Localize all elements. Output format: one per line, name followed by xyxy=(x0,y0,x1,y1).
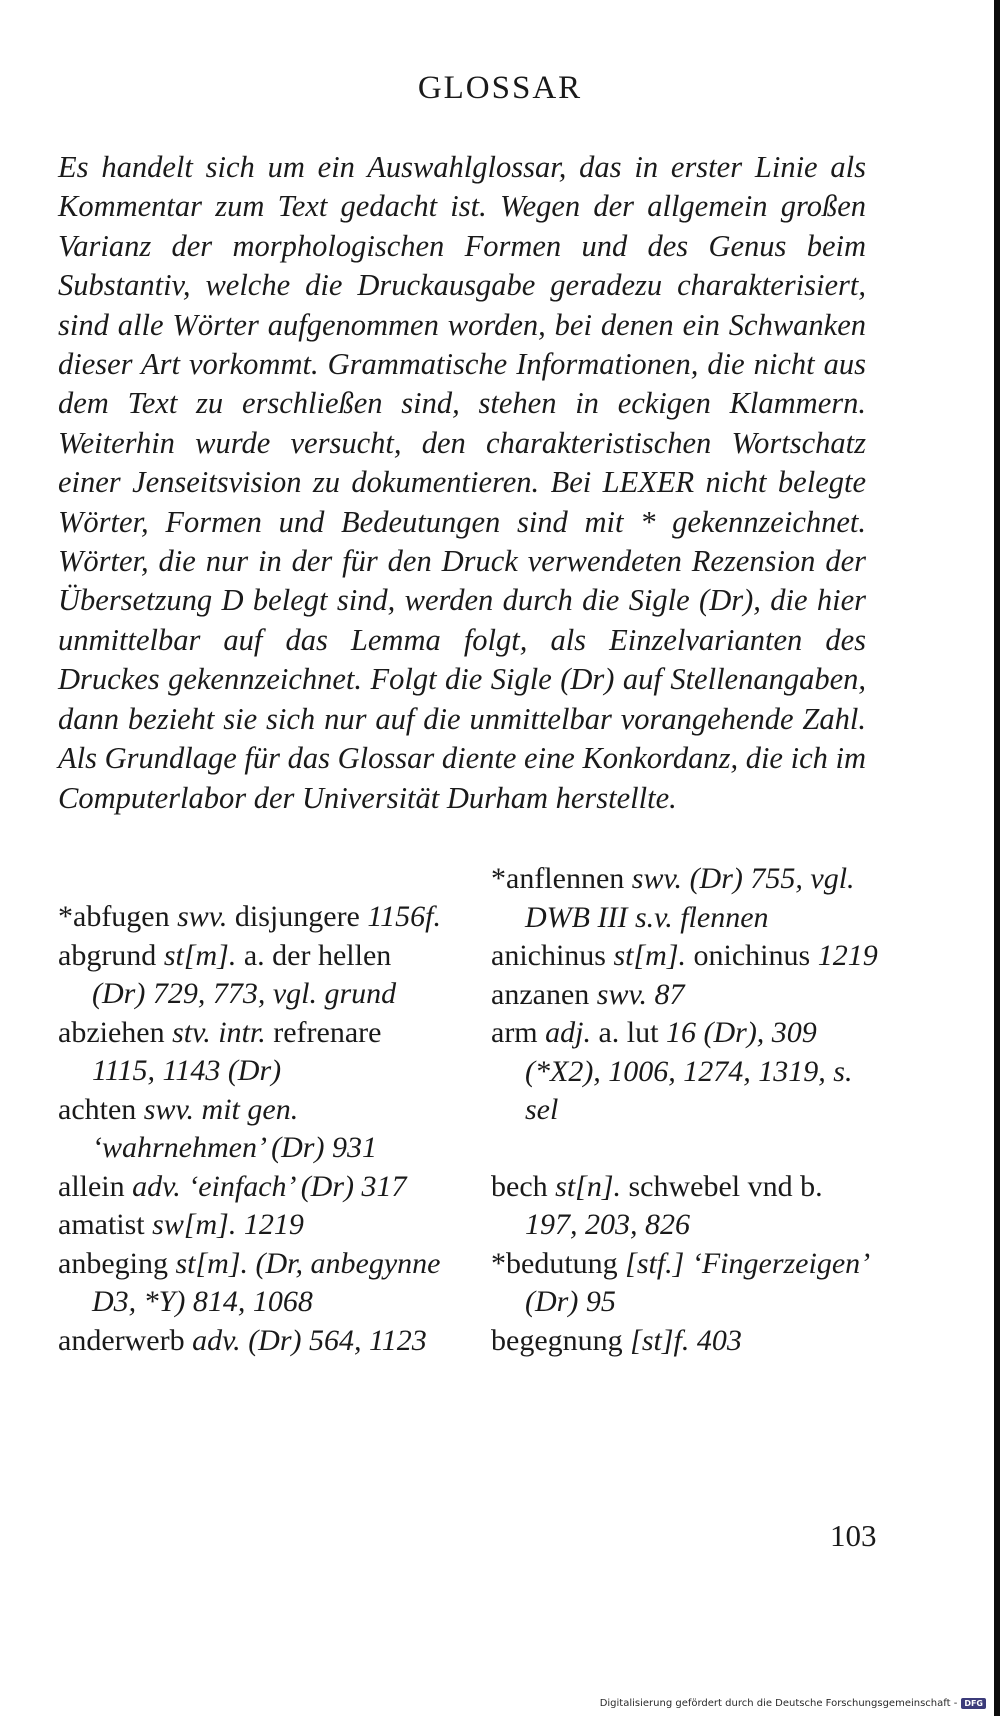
glossary-entry: allein adv. ‘einfach’ (Dr) 317 xyxy=(58,1169,407,1203)
page-title: GLOSSAR xyxy=(417,70,583,106)
glossary-entry: *abfugen swv. disjungere 1156f. xyxy=(58,900,441,933)
letter-section-gap xyxy=(491,1130,881,1168)
glossary-entry: abgrund st[m]. a. der hellen (Dr) 729, 773, vgl. grund xyxy=(58,938,397,1010)
page-number: 103 xyxy=(830,1518,877,1553)
glossary-entry: anichinus st[m]. onichinus 1219 xyxy=(491,939,878,972)
dfg-logo-icon: DFG xyxy=(961,1698,986,1709)
glossary-entry: bech st[n]. schwebel vnd b. 197, 203, 826 xyxy=(491,1169,823,1241)
glossary-entry: amatist sw[m]. 1219 xyxy=(58,1208,304,1241)
glossary-column-left xyxy=(58,898,448,1360)
glossary-entry: *bedutung [stf.] ‘Fingerzeigen’ (Dr) 95 xyxy=(491,1246,867,1318)
footer-text: Digitalisierung gefördert durch die Deutsche Forschungsgemeinschaft - xyxy=(599,1698,958,1709)
glossary-entry: anbeging st[m]. (Dr, anbegynne D3, *Y) 814, 1068 xyxy=(58,1246,441,1318)
glossary-entry: *anflennen swv. (Dr) 755, vgl. DWB III s.v. flennen xyxy=(491,862,855,934)
glossary-entry: arm adj. a. lut 16 (Dr), 309 (*X2), 1006, 1274, 1319, s. sel xyxy=(491,1016,853,1126)
glossary-column-right xyxy=(491,860,881,1360)
page-edge-shadow xyxy=(994,0,1000,1716)
glossary-entry: achten swv. mit gen. ‘wahrnehmen’ (Dr) 931 xyxy=(58,1092,377,1164)
intro-paragraph: Es handelt sich um ein Auswahlglossar, das in erster Linie als Kommentar zum Text gedacht ist. Wegen der allgemein großen Varianz der morphologischen Formen und des Genus beim Substantiv, welche die Druckausgabe geradezu charakterisiert, sind alle Wörter aufgenommen worden, bei denen ein Schwanken dieser Art vorkommt. Grammatische Informationen, die nicht aus dem Text zu erschließen sind, stehen in eckigen Klammern. Weiterhin wurde versucht, den charakteristischen Wortschatz einer Jenseitsvision zu dokumentieren. Bei LEXER nicht belegte Wörter, Formen und Bedeutungen sind mit * gekennzeichnet. Wörter, die nur in der für den Druck verwendeten Rezension der Übersetzung D belegt sind, werden durch die Sigle (Dr), die hier unmittelbar auf das Lemma folgt, als Einzelvarianten des Druckes gekennzeichnet. Folgt die Sigle (Dr) auf Stellenangaben, dann bezieht sie sich nur auf die unmittelbar vorangehende Zahl. Als Grundlage für das Glossar diente eine Konkordanz, die ich im Computerlabor der Universität Durham herstellte. xyxy=(58,150,866,815)
glossary-entry: begegnung [st]f. 403 xyxy=(491,1323,742,1357)
glossary-entry: anderwerb adv. (Dr) 564, 1123 xyxy=(58,1323,427,1357)
glossary-entry: anzanen swv. 87 xyxy=(491,977,685,1011)
digitization-footer xyxy=(600,1698,986,1709)
glossary-entry: abziehen stv. intr. refrenare 1115, 1143 (Dr) xyxy=(58,1015,382,1087)
